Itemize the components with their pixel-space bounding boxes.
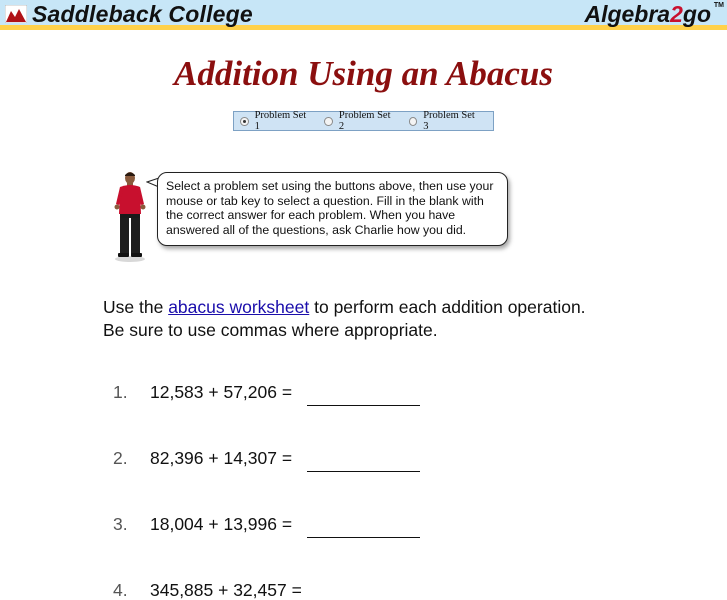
problem-number: 2.: [113, 448, 128, 468]
answer-input-1[interactable]: [307, 382, 420, 406]
problem-number: 1.: [113, 382, 128, 402]
site-header: [0, 0, 727, 30]
algebra2go-logo[interactable]: [584, 1, 711, 28]
problem-set-3-label: Problem Set 3: [423, 110, 475, 132]
charlie-speech-bubble: Select a problem set using the buttons above, then use your mouse or tab key to select a question. Fill in the blank with the correct answer for each problem. When you have answered all of the questions, ask Charlie how you did.: [157, 172, 508, 246]
problem-set-2-option[interactable]: [324, 110, 394, 132]
brand-text-3: go: [682, 1, 711, 27]
problem-set-1-radio[interactable]: [240, 117, 249, 126]
problem-expression: 18,004 + 13,996 =: [150, 514, 293, 534]
problem-set-3-option[interactable]: [409, 110, 479, 132]
answer-input-3[interactable]: [307, 514, 420, 538]
problem-expression: 82,396 + 14,307 =: [150, 448, 293, 468]
instructions-line-1: [103, 296, 703, 319]
problem-expression: 345,885 + 32,457 =: [150, 580, 302, 600]
problem-set-1-label: Problem Set 1: [254, 110, 307, 132]
problem-expression: 12,583 + 57,206 =: [150, 382, 293, 402]
brand-text-2: 2: [670, 1, 683, 27]
trademark-mark: TM: [713, 2, 724, 9]
answer-input-2[interactable]: [307, 448, 420, 472]
problem-number: 3.: [113, 514, 128, 534]
problem-set-3-radio[interactable]: [409, 117, 418, 126]
problem-set-selector: [233, 111, 494, 131]
problem-number: 4.: [113, 580, 128, 600]
instructions-line-2: Be sure to use commas where appropriate.: [103, 320, 438, 340]
instructions-prefix: Use the: [103, 297, 169, 317]
page-title: Addition Using an Abacus: [174, 54, 553, 93]
site-name[interactable]: Saddleback College: [32, 1, 253, 27]
problem-set-2-label: Problem Set 2: [338, 110, 391, 132]
brand-text-1: Algebra: [584, 1, 671, 27]
problem-set-1-option[interactable]: [240, 110, 310, 132]
abacus-worksheet-link[interactable]: abacus worksheet: [168, 297, 310, 317]
instructions-text: [103, 296, 703, 342]
problem-set-2-radio[interactable]: [324, 117, 333, 126]
saddleback-logo-icon: [5, 5, 27, 23]
instructions-suffix: to perform each addition operation.: [309, 297, 586, 317]
